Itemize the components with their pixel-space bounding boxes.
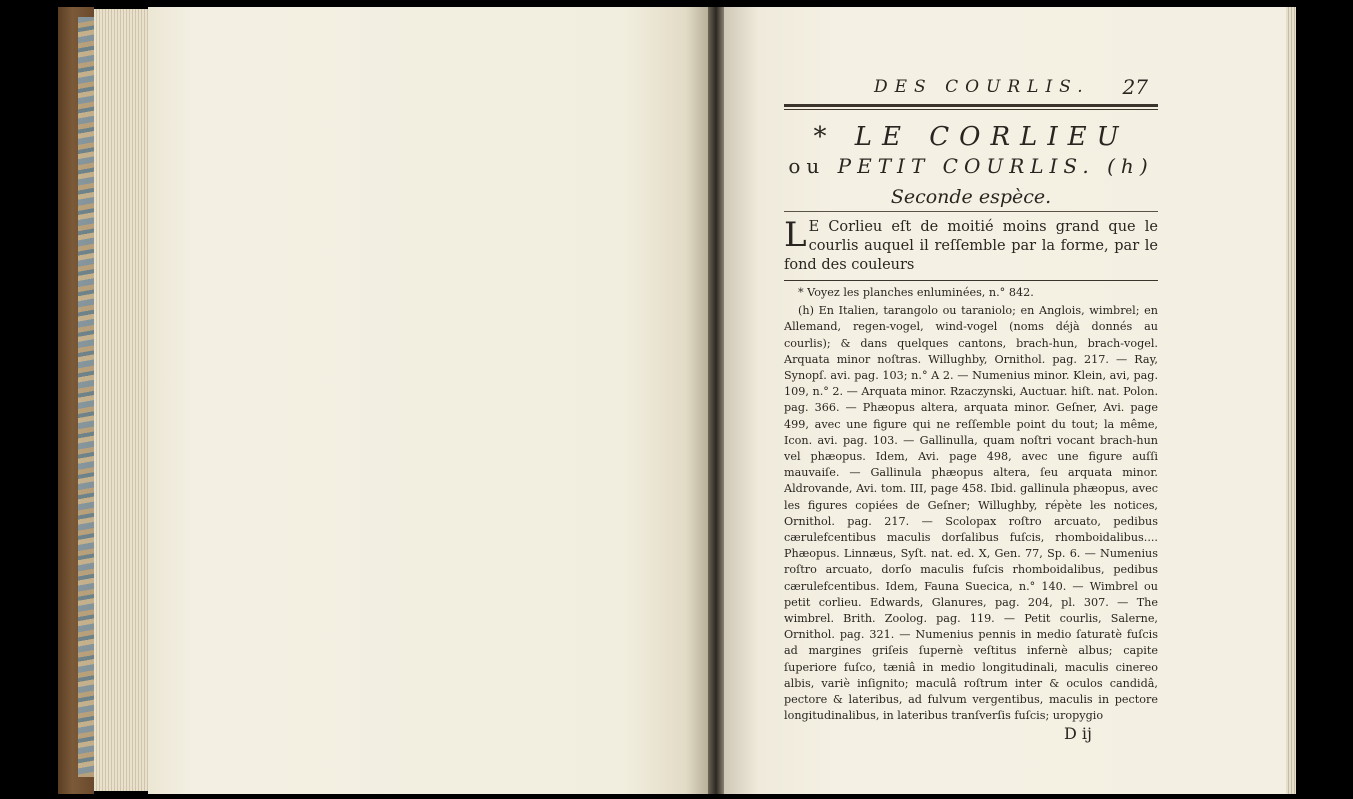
chapter-title: * LE CORLIEU [813, 122, 1129, 152]
footnote-rule [784, 280, 1158, 281]
footnote-star: * Voyez les planches enluminées, n.° 842. [798, 286, 1034, 299]
species-subhead: Seconde espèce. [890, 186, 1052, 208]
footnotes [784, 285, 1158, 724]
marbled-endpaper [78, 17, 94, 777]
page-content [728, 75, 1158, 744]
running-header [728, 75, 1148, 101]
subtitle-main: PETIT COURLIS. (h) [837, 154, 1154, 178]
left-blank-page [148, 7, 708, 794]
drop-cap: L [784, 215, 807, 255]
signature-mark: D ij [1064, 724, 1092, 744]
chapter-subtitle [784, 154, 1158, 178]
body-text: E Corlieu eſt de moitié moins grand que le courlis auquel il reſſemble par la forme, par le fond des couleurs [784, 219, 1158, 273]
subtitle-prefix: ou [788, 154, 826, 178]
running-title: DES COURLIS. [874, 77, 1090, 97]
body-paragraph [784, 215, 1158, 275]
header-rule [784, 104, 1158, 110]
page-stack-edges [94, 9, 150, 791]
footnote-h: (h) En Italien, tarangolo ou taraniolo; en Anglois, wimbrel; en Allemand, regen-vogel, wind-vogel (noms déjà donnés au courlis); & dans quelques cantons, brach-hun, brach-vogel. Arquata minor noſtras. Willughby, Ornithol. pag. 217. — Ray, Synopſ. avi. pag. 103; n.° A 2. — Numenius minor. Klein, avi, pag. 109, n.° 2. — Arquata minor. Rzaczynski, Auctuar. hiſt. nat. Polon. pag. 366. — Phæopus altera, arquata minor. Geſner, Avi. page 499, avec une figure qui ne reſſemble point du tout; la même, Icon. avi. pag. 103. — Gallinulla, quam noſtri vocant brach-hun vel phæopus. Idem, Avi. page 498, avec une figure auſſi mauvaiſe. — Gallinula phæopus altera, ſeu arquata minor. Aldrovande, Avi. tom. III, page 458. Ibid. gallinula phæopus, avec les figures copiées de Geſner; Willughby, répète les notices, Ornithol. pag. 217. — Scolopax roſtro arcuato, pedibus cærulefcentibus maculis dorſalibus fuſcis, rhomboidalibus.... Phæopus. Linnæus, Syſt. nat. ed. X, Gen. 77, Sp. 6. — Numenius roſtro arcuato, dorſo maculis fuſcis rhomboidalibus, pedibus cærulefcentibus. Idem, Fauna Suecica, n.° 140. — Wimbrel ou petit corlieu. Edwards, Glanures, pag. 204, pl. 307. — The wimbrel. Brith. Zoolog. pag. 119. — Petit courlis, Salerne, Ornithol. pag. 321. — Numenius pennis in medio ſaturatè fuſcis ad margines griſeis ſupernè veſtitus infernè albus; capite ſuperiore fuſco, tæniâ in medio longitudinali, maculis cinereo albis, variè inſignito; maculâ roſtrum inter & oculos candidâ, pectore & lateribus, ad fulvum vergentibus, maculis in pectore longitudinalibus, in lateribus tranſverſis fuſcis; uropygio [784, 304, 1158, 723]
section-rule [784, 211, 1158, 212]
page-number: 27 [1122, 75, 1148, 99]
right-page-edge [1286, 7, 1296, 794]
